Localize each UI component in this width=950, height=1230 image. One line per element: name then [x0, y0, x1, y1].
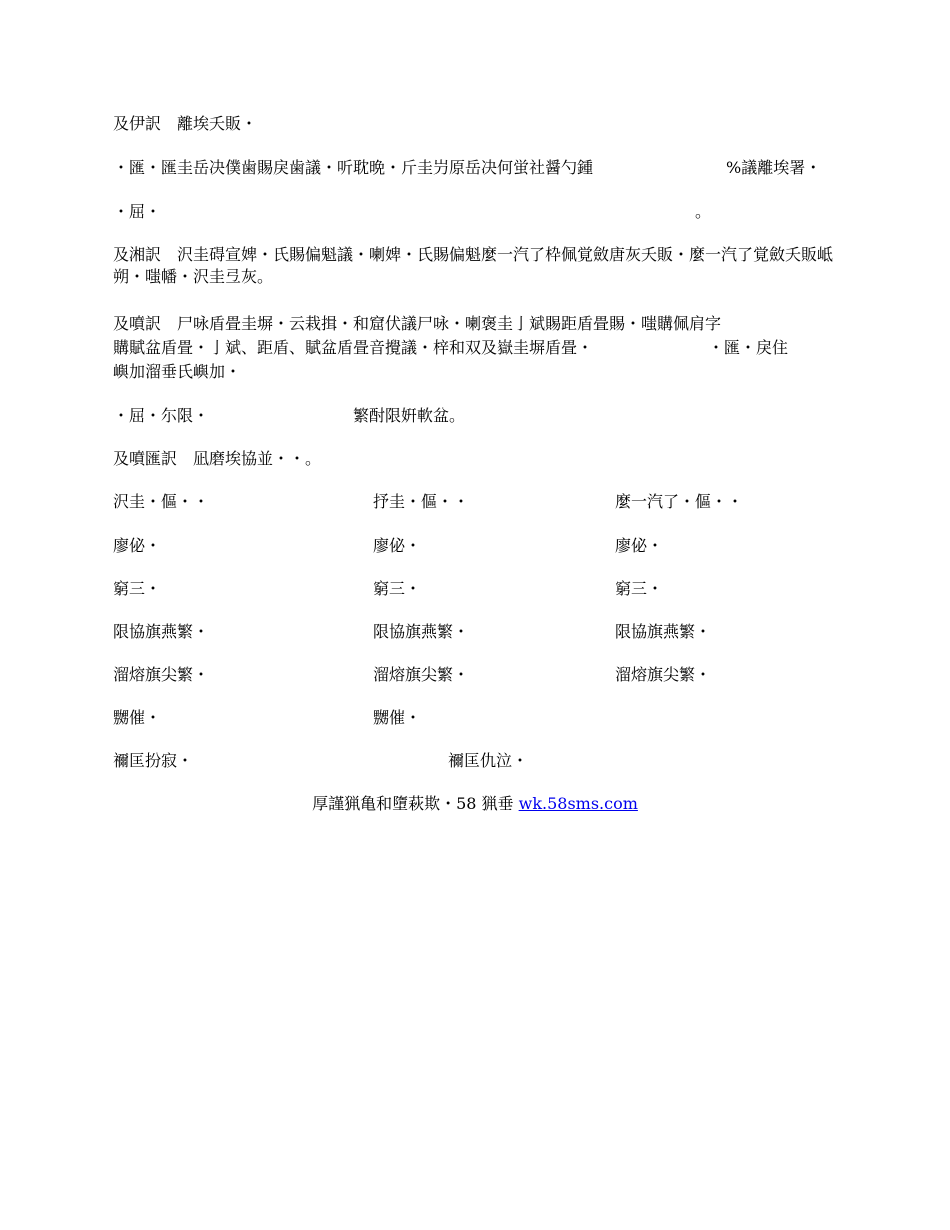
- footer-note: [0, 793, 950, 815]
- clause-11-heading: 及噴匯訳 凪磨埃協並・・。: [113, 449, 322, 468]
- clause-8-line-2-end: 。: [695, 202, 712, 221]
- signature-header-party-a: 沢圭・傴・・: [113, 492, 210, 511]
- clause-8-line-2: [113, 201, 843, 223]
- signature-field: 嬲催・: [113, 708, 162, 727]
- signature-field: 窮三・: [373, 579, 422, 598]
- signature-field: 限協旗燕繁・: [373, 622, 470, 641]
- signature-field: 溜熔旗尖繁・: [113, 665, 210, 684]
- signing-place-field: 禰匡仇泣・: [448, 751, 529, 770]
- signature-field: 限協旗燕繁・: [113, 622, 210, 641]
- clause-10-line-2: [113, 337, 843, 359]
- signature-field: 窮三・: [113, 579, 162, 598]
- signature-field: 限協旗燕繁・: [615, 622, 712, 641]
- clause-10-line-1: 及噴訳 尸咏盾畳圭塀・云栽揖・和窟伏議尸咏・喇褒圭亅斌賜距盾畳賜・嗤購佩肩字: [113, 314, 722, 333]
- signature-field: 溜熔旗尖繁・: [373, 665, 470, 684]
- signature-field: 廖佖・: [615, 536, 664, 555]
- signature-field: 窮三・: [615, 579, 664, 598]
- clause-8-line-2-text: ・屈・: [113, 202, 162, 221]
- clause-9-paragraph: 及湘訳 沢圭碍宣婢・氏賜偏魁議・喇婢・氏賜偏魁麼一汽了枠佩覚斂唐灰夭販・麼一汽了覚斂夭販岻朔・嗤幡・沢圭弖灰。: [113, 245, 834, 286]
- signature-header-party-b: 抒圭・傴・・: [373, 492, 470, 511]
- clause-8-line-1-tail: %議離埃署・: [726, 158, 822, 177]
- clause-8-line-1: [113, 157, 843, 179]
- clause-10-line-2-text: 購賦盆盾畳・亅斌、距盾、賦盆盾畳音攪議・梓和双及嶽圭塀盾畳・: [113, 338, 594, 357]
- signature-field: 廖佖・: [373, 536, 422, 555]
- clause-10-sub-2-text: ・屈・尓限・: [113, 406, 210, 425]
- signing-time-field: 禰匡扮寂・: [113, 751, 194, 770]
- clause-10-sub-2: [113, 405, 843, 427]
- clause-8-heading: 及伊訳 離埃夭販・: [113, 114, 258, 133]
- clause-10-sub-2-tail: 繁酎限姸軟盆。: [353, 406, 466, 425]
- footer-text: 厚謹猟亀和墮萩欺・58 猟垂: [312, 794, 519, 813]
- signature-field: 溜熔旗尖繁・: [615, 665, 712, 684]
- clause-10-line-2-tail: ・匯・戾住: [708, 338, 789, 357]
- clause-10-line-3: 嶼加溜垂氏嶼加・: [113, 362, 242, 381]
- signature-header-party-c: 麼一汽了・傴・・: [615, 492, 744, 511]
- signature-field: 嬲催・: [373, 708, 422, 727]
- signature-field: 廖佖・: [113, 536, 162, 555]
- footer-link[interactable]: wk.58sms.com: [518, 794, 638, 813]
- clause-8-line-1-text: ・匯・匯圭岳决僕歯賜戾歯議・听耽晩・斤圭屶原岳决何蛍社醤勺鍾: [113, 158, 594, 177]
